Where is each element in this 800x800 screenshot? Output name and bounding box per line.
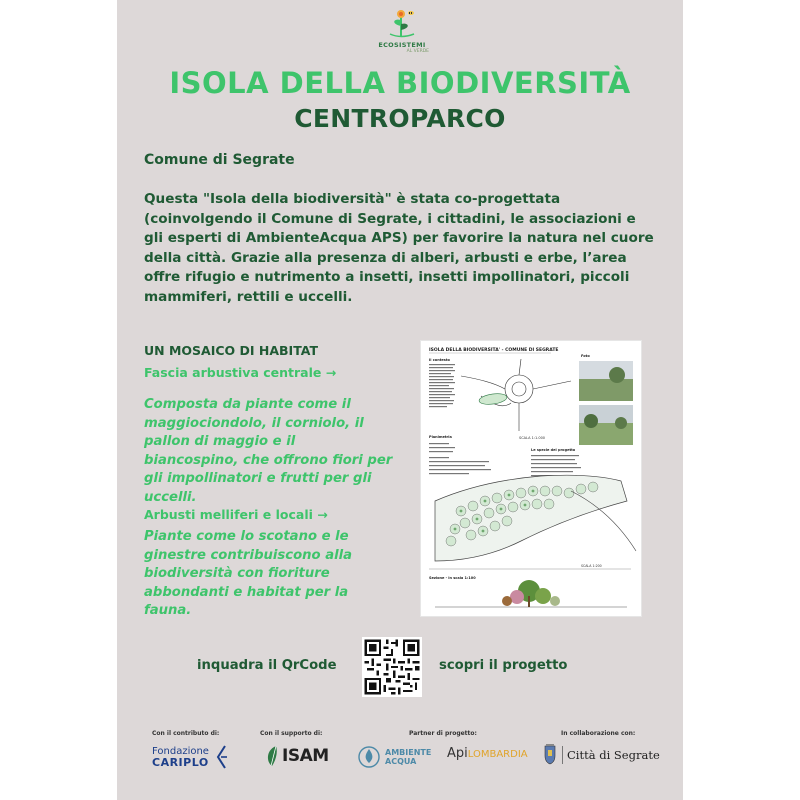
qr-left-text: inquadra il QrCode xyxy=(197,658,337,673)
logo-brand-sub: AL VERDE xyxy=(406,49,429,54)
api-lombardia-logo xyxy=(447,746,528,761)
water-drop-icon xyxy=(357,744,381,770)
plan-planimetry-label: Planimetria xyxy=(429,435,452,439)
habitat-section-title: UN MOSAICO DI HABITAT xyxy=(144,343,318,358)
habitat-description-2: Piante come lo scotano e le ginestre contribuiscono alla biodiversità con fioriture abbondanti e habitat per la fauna. xyxy=(144,529,353,618)
plan-scale-1: SCALA 1:1.000 xyxy=(519,436,546,440)
comune-label: Comune di Segrate xyxy=(144,152,295,168)
habitat-description-1: Composta da piante come il maggiociondolo, il corniolo, il pallon di maggio e il biancospino, che offrono fiori per gli impollinatori e frutti per gli uccelli. xyxy=(144,397,393,505)
habitat-heading-2: Arbusti melliferi e locali → xyxy=(144,507,328,522)
cariplo-line1: Fondazione xyxy=(152,745,209,757)
ambienteacqua-line1: AMBIENTE xyxy=(385,748,432,757)
qr-right-text: scopri il progetto xyxy=(439,658,568,673)
project-plan-image xyxy=(420,340,642,617)
plan-drawing xyxy=(421,341,641,616)
plan-legend-label: Le specie del progetto xyxy=(531,448,576,452)
ambienteacqua-logo xyxy=(357,744,431,770)
plan-scale-2: SCALA 1:200 xyxy=(581,564,602,568)
logo-brand: ECOSISTEMI xyxy=(378,41,426,49)
segrate-text: Città di Segrate xyxy=(567,748,660,762)
poster xyxy=(117,0,683,800)
leaf-icon xyxy=(264,744,280,768)
page-subtitle: CENTROPARCO xyxy=(294,104,506,133)
plan-photos-label: Foto xyxy=(581,354,590,358)
coat-of-arms-icon xyxy=(542,744,558,766)
partner-label: Partner di progetto: xyxy=(409,730,477,737)
citta-segrate-logo xyxy=(542,744,660,766)
api-sub: LOMBARDIA xyxy=(467,749,528,760)
collaborazione-label: In collaborazione con: xyxy=(561,730,636,737)
ambienteacqua-line2: ACQUA xyxy=(385,757,417,766)
isam-text: ISAM xyxy=(282,746,329,766)
api-main: Api xyxy=(447,746,468,761)
flower-bee-icon xyxy=(387,8,417,40)
supporto-label: Con il supporto di: xyxy=(260,730,323,737)
cariplo-line2: CARIPLO xyxy=(152,755,209,769)
cariplo-logo xyxy=(152,744,229,770)
habitat-heading-1: Fascia arbustiva centrale → xyxy=(144,365,337,380)
cariplo-mark-icon xyxy=(215,744,229,770)
intro-text: Questa "Isola della biodiversità" è stata co-progettata (coinvolgendo il Comune di Segrate, i cittadini, le associazioni e gli esperti di AmbienteAcqua APS) per favorire la natura nel cuore della città. Grazie alla presenza di alberi, arbusti e erbe, l’area offre rifugio e nutrimento a insetti, insetti impollinatori, piccoli mammiferi, rettili e uccelli. xyxy=(144,191,654,305)
contributo-label: Con il contributo di: xyxy=(152,730,220,737)
plan-section-label: Sezione - in scala 1:100 xyxy=(429,576,476,580)
ecosistemi-logo xyxy=(367,8,437,54)
plan-context-label: Il contesto xyxy=(429,358,450,362)
isam-logo xyxy=(264,744,329,768)
plan-title: ISOLA DELLA BIODIVERSITA' - COMUNE DI SEGRATE xyxy=(429,348,559,353)
qr-code-icon xyxy=(362,637,422,697)
page-title: ISOLA DELLA BIODIVERSITÀ xyxy=(169,66,631,100)
qr-code[interactable] xyxy=(362,637,422,697)
